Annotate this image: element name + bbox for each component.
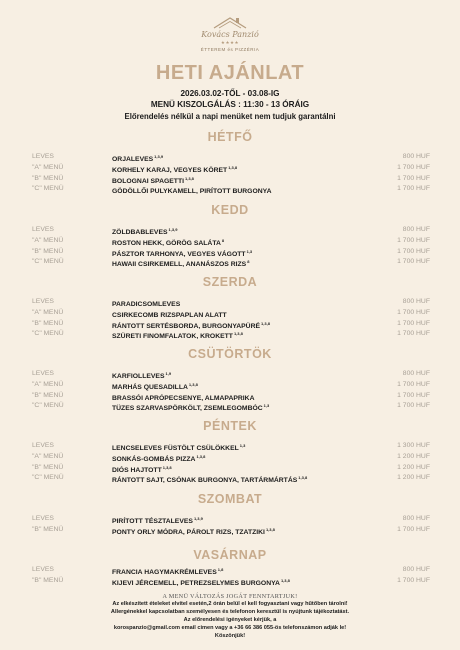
dish-text: HAWAII CSIRKEMELL, ANANÁSZOS RIZS [112, 261, 247, 269]
price: 800 HUF [402, 566, 430, 573]
preorder-notice: Előrendelés nélkül a napi menüket nem tudjuk garantálni [124, 112, 336, 121]
allergen-codes: 1,3,8 [233, 331, 243, 337]
dish-text: GÖDÖLLŐI PULYKAMELL, PIRÍTOTT BURGONYA [112, 188, 272, 196]
day-heading: PÉNTEK [203, 419, 257, 433]
allergen-codes: 1,3,8 [261, 320, 270, 326]
menu-row [32, 565, 430, 575]
menu-label: LEVES [32, 226, 54, 233]
menu-row [32, 319, 430, 329]
dish-text: PIRÍTOTT TÉSZTALEVES [112, 518, 193, 525]
dish-text: ORJALEVES [112, 156, 154, 163]
price: 1 700 HUF [397, 330, 430, 338]
menu-row [32, 441, 430, 451]
price: 1 700 HUF [397, 391, 430, 399]
price: 1 700 HUF [397, 576, 430, 584]
dish-text: KORHELY KARAJ, VEGYES KÖRET [112, 166, 228, 174]
menu-row [32, 297, 430, 307]
day-heading: HÉTFŐ [207, 130, 253, 144]
day-heading: VASÁRNAP [193, 548, 267, 562]
menu-row [32, 576, 430, 586]
price: 1 700 HUF [397, 308, 430, 316]
menu-row [32, 236, 430, 246]
dish-text: KIJEVI JÉRCEMELL, PETREZSELYMES BURGONYA [112, 579, 280, 587]
serving-hours: MENÜ KISZOLGÁLÁS : 11:30 - 13 ÓRÁIG [150, 100, 310, 109]
dish-text: MARHÁS QUESADILLA [112, 383, 188, 391]
footer-title: A MENÜ VÁLTOZÁS JOGÁT FENNTARTJUK! [162, 593, 298, 600]
allergen-codes: 1,3,8 [196, 453, 206, 459]
price: 1 300 HUF [397, 442, 430, 449]
menu-label: "C" MENÜ [32, 402, 64, 410]
dish-text: LENCSELEVES FÜSTÖLT CSÜLÖKKEL [112, 445, 239, 452]
menu-label: LEVES [32, 153, 54, 160]
menu-label: "C" MENÜ [32, 474, 64, 482]
menu-row [32, 329, 430, 339]
day-heading: SZERDA [202, 275, 258, 289]
dish-text: ROSTON HEKK, GÖRÖG SALÁTA [112, 239, 221, 247]
menu-row [32, 308, 430, 318]
price: 1 200 HUF [397, 474, 430, 482]
dish-text: CSIRKECOMB RIZSPAPLAN ALATT [112, 311, 227, 319]
price: 800 HUF [402, 298, 430, 305]
dish-text: RÁNTOTT SERTÉSBORDA, BURGONYAPÜRÉ [112, 322, 261, 330]
dish-text: BOLOGNAI SPAGETTI [112, 177, 184, 185]
dish-name [112, 473, 307, 486]
footer [0, 593, 460, 640]
allergen-codes: 8 [247, 259, 250, 265]
day-heading: SZOMBAT [197, 492, 263, 506]
price: 800 HUF [402, 370, 430, 377]
footer-line: Az elkészített ételeket elvitel esetén,2 órán belül el kell fogyasztani vagy hűtőben tárolni! [112, 601, 348, 607]
dish-text: BRASSÓI APRÓPECSENYE, ALMAPAPRIKA [112, 394, 255, 402]
menu-label: "A" MENÜ [32, 380, 64, 388]
allergen-codes: 1,3 [239, 443, 246, 448]
dish-text: SZÜRETI FINOMFALATOK, KROKETT [112, 333, 233, 341]
dish-name [112, 184, 272, 197]
day-heading: CSÜTÖRTÖK [188, 347, 272, 361]
allergen-codes: 1,8 [217, 567, 224, 572]
dish-name [112, 576, 290, 589]
menu-row [32, 525, 430, 535]
menu-row [32, 473, 430, 483]
menu-row [32, 163, 430, 173]
price: 1 700 HUF [397, 258, 430, 266]
menu-label: LEVES [32, 515, 54, 522]
allergen-codes: 1,3,8 [185, 175, 194, 181]
menu-row [32, 257, 430, 267]
allergen-codes: 1,3 [263, 403, 270, 409]
menu-label: "B" MENÜ [32, 247, 64, 255]
dish-name [112, 329, 243, 342]
menu-label: LEVES [32, 370, 54, 377]
allergen-codes: 8 [221, 237, 225, 243]
price: 1 700 HUF [397, 402, 430, 410]
dish-text: SONKÁS-GOMBÁS PIZZA [112, 455, 196, 463]
menu-label: "B" MENÜ [32, 576, 64, 584]
date-range: 2026.03.02-TŐL - 03.08-IG [180, 89, 280, 98]
footer-line: Allergénekkel kapcsolatban személyesen és telefonon keresztül is nyújtunk tájékoztatást. [110, 609, 350, 615]
allergen-codes: 1,3,8 [265, 526, 275, 532]
menu-row [32, 452, 430, 462]
menu-label: "C" MENÜ [32, 185, 64, 193]
dish-name [112, 257, 249, 270]
menu-row [32, 380, 430, 390]
price: 1 700 HUF [397, 174, 430, 182]
allergen-codes: 1,9 [165, 371, 172, 376]
menu-label: "A" MENÜ [32, 452, 64, 460]
price: 1 200 HUF [397, 463, 430, 471]
menu-label: LEVES [32, 442, 54, 449]
price: 1 700 HUF [397, 319, 430, 327]
menu-label: "B" MENÜ [32, 463, 64, 471]
menu-row [32, 514, 430, 524]
allergen-codes: 1,3,8 [162, 464, 172, 470]
menu-row [32, 401, 430, 411]
menu-row [32, 391, 430, 401]
price: 1 700 HUF [397, 185, 430, 193]
menu-label: "C" MENÜ [32, 330, 64, 338]
dish-text: DIÓS HAJTOTT [112, 466, 162, 474]
dish-text: PONTY ORLY MÓDRA, PÁROLT RIZS, TZATZIKI [112, 528, 265, 536]
menu-label: "A" MENÜ [32, 163, 64, 171]
allergen-codes: 1,3,9 [154, 154, 164, 159]
dish-text: TÜZES SZARVASPÖRKÖLT, ZSEMLEGOMBÓC [112, 405, 263, 413]
menu-row [32, 225, 430, 235]
price: 800 HUF [402, 226, 430, 233]
price: 1 700 HUF [397, 236, 430, 244]
page-title: HETI AJÁNLAT [155, 62, 305, 84]
menu-label: "B" MENÜ [32, 391, 64, 399]
footer-contact: korospanzio@gmail.com email cimen vagy a +36 66 386 055-ös telefonszámon adják le! [113, 625, 347, 631]
brand-stars: ★★★★ [220, 40, 240, 45]
menu-row [32, 369, 430, 379]
menu-label: "B" MENÜ [32, 319, 64, 327]
brand-tagline: ÉTTEREM és PIZZÉRIA [200, 47, 260, 52]
price: 1 700 HUF [397, 163, 430, 171]
day-heading: KEDD [211, 203, 249, 217]
dish-name [112, 525, 275, 538]
allergen-codes: 1,3,8 [298, 475, 308, 481]
brand-name: Kovács Panzió [201, 30, 259, 39]
dish-text: ZÖLDBABLEVES [112, 229, 168, 236]
footer-thanks: Köszönjük! [214, 633, 246, 639]
price: 1 700 HUF [397, 380, 430, 388]
price: 1 700 HUF [397, 525, 430, 533]
menu-row [32, 174, 430, 184]
menu-label: "B" MENÜ [32, 174, 64, 182]
price: 800 HUF [402, 153, 430, 160]
menu-row [32, 463, 430, 473]
dish-text: PÁSZTOR TARHONYA, VEGYES VÁGOTT [112, 250, 246, 258]
menu-label: "B" MENÜ [32, 525, 64, 533]
menu-label: LEVES [32, 298, 54, 305]
menu-row [32, 184, 430, 194]
menu-row [32, 152, 430, 162]
menu-row [32, 247, 430, 257]
dish-name [112, 401, 269, 414]
allergen-codes: 1,3,8 [228, 164, 238, 170]
menu-label: LEVES [32, 566, 54, 573]
brand-logo [0, 14, 460, 52]
allergen-codes: 1,3,9 [193, 516, 203, 521]
allergen-codes: 1,3,9 [168, 227, 178, 232]
allergen-codes: 1,3,8 [188, 381, 198, 387]
menu-label: "A" MENÜ [32, 308, 64, 316]
footer-line: Az előrendelési igényeket kérjük, a [183, 617, 277, 623]
dish-text: KARFIOLLEVES [112, 373, 165, 380]
allergen-codes: 1,3 [246, 248, 253, 254]
price: 1 700 HUF [397, 247, 430, 255]
menu-label: "C" MENÜ [32, 258, 64, 266]
dish-text: RÁNTOTT SAJT, CSÓNAK BURGONYA, TARTÁRMÁRTÁS [112, 477, 298, 485]
price: 800 HUF [402, 515, 430, 522]
dish-text: PARADICSOMLEVES [112, 301, 181, 308]
allergen-codes: 1,3,8 [280, 577, 290, 583]
dish-text: FRANCIA HAGYMAKRÉMLEVES [112, 569, 217, 576]
price: 1 200 HUF [397, 452, 430, 460]
menu-label: "A" MENÜ [32, 236, 64, 244]
